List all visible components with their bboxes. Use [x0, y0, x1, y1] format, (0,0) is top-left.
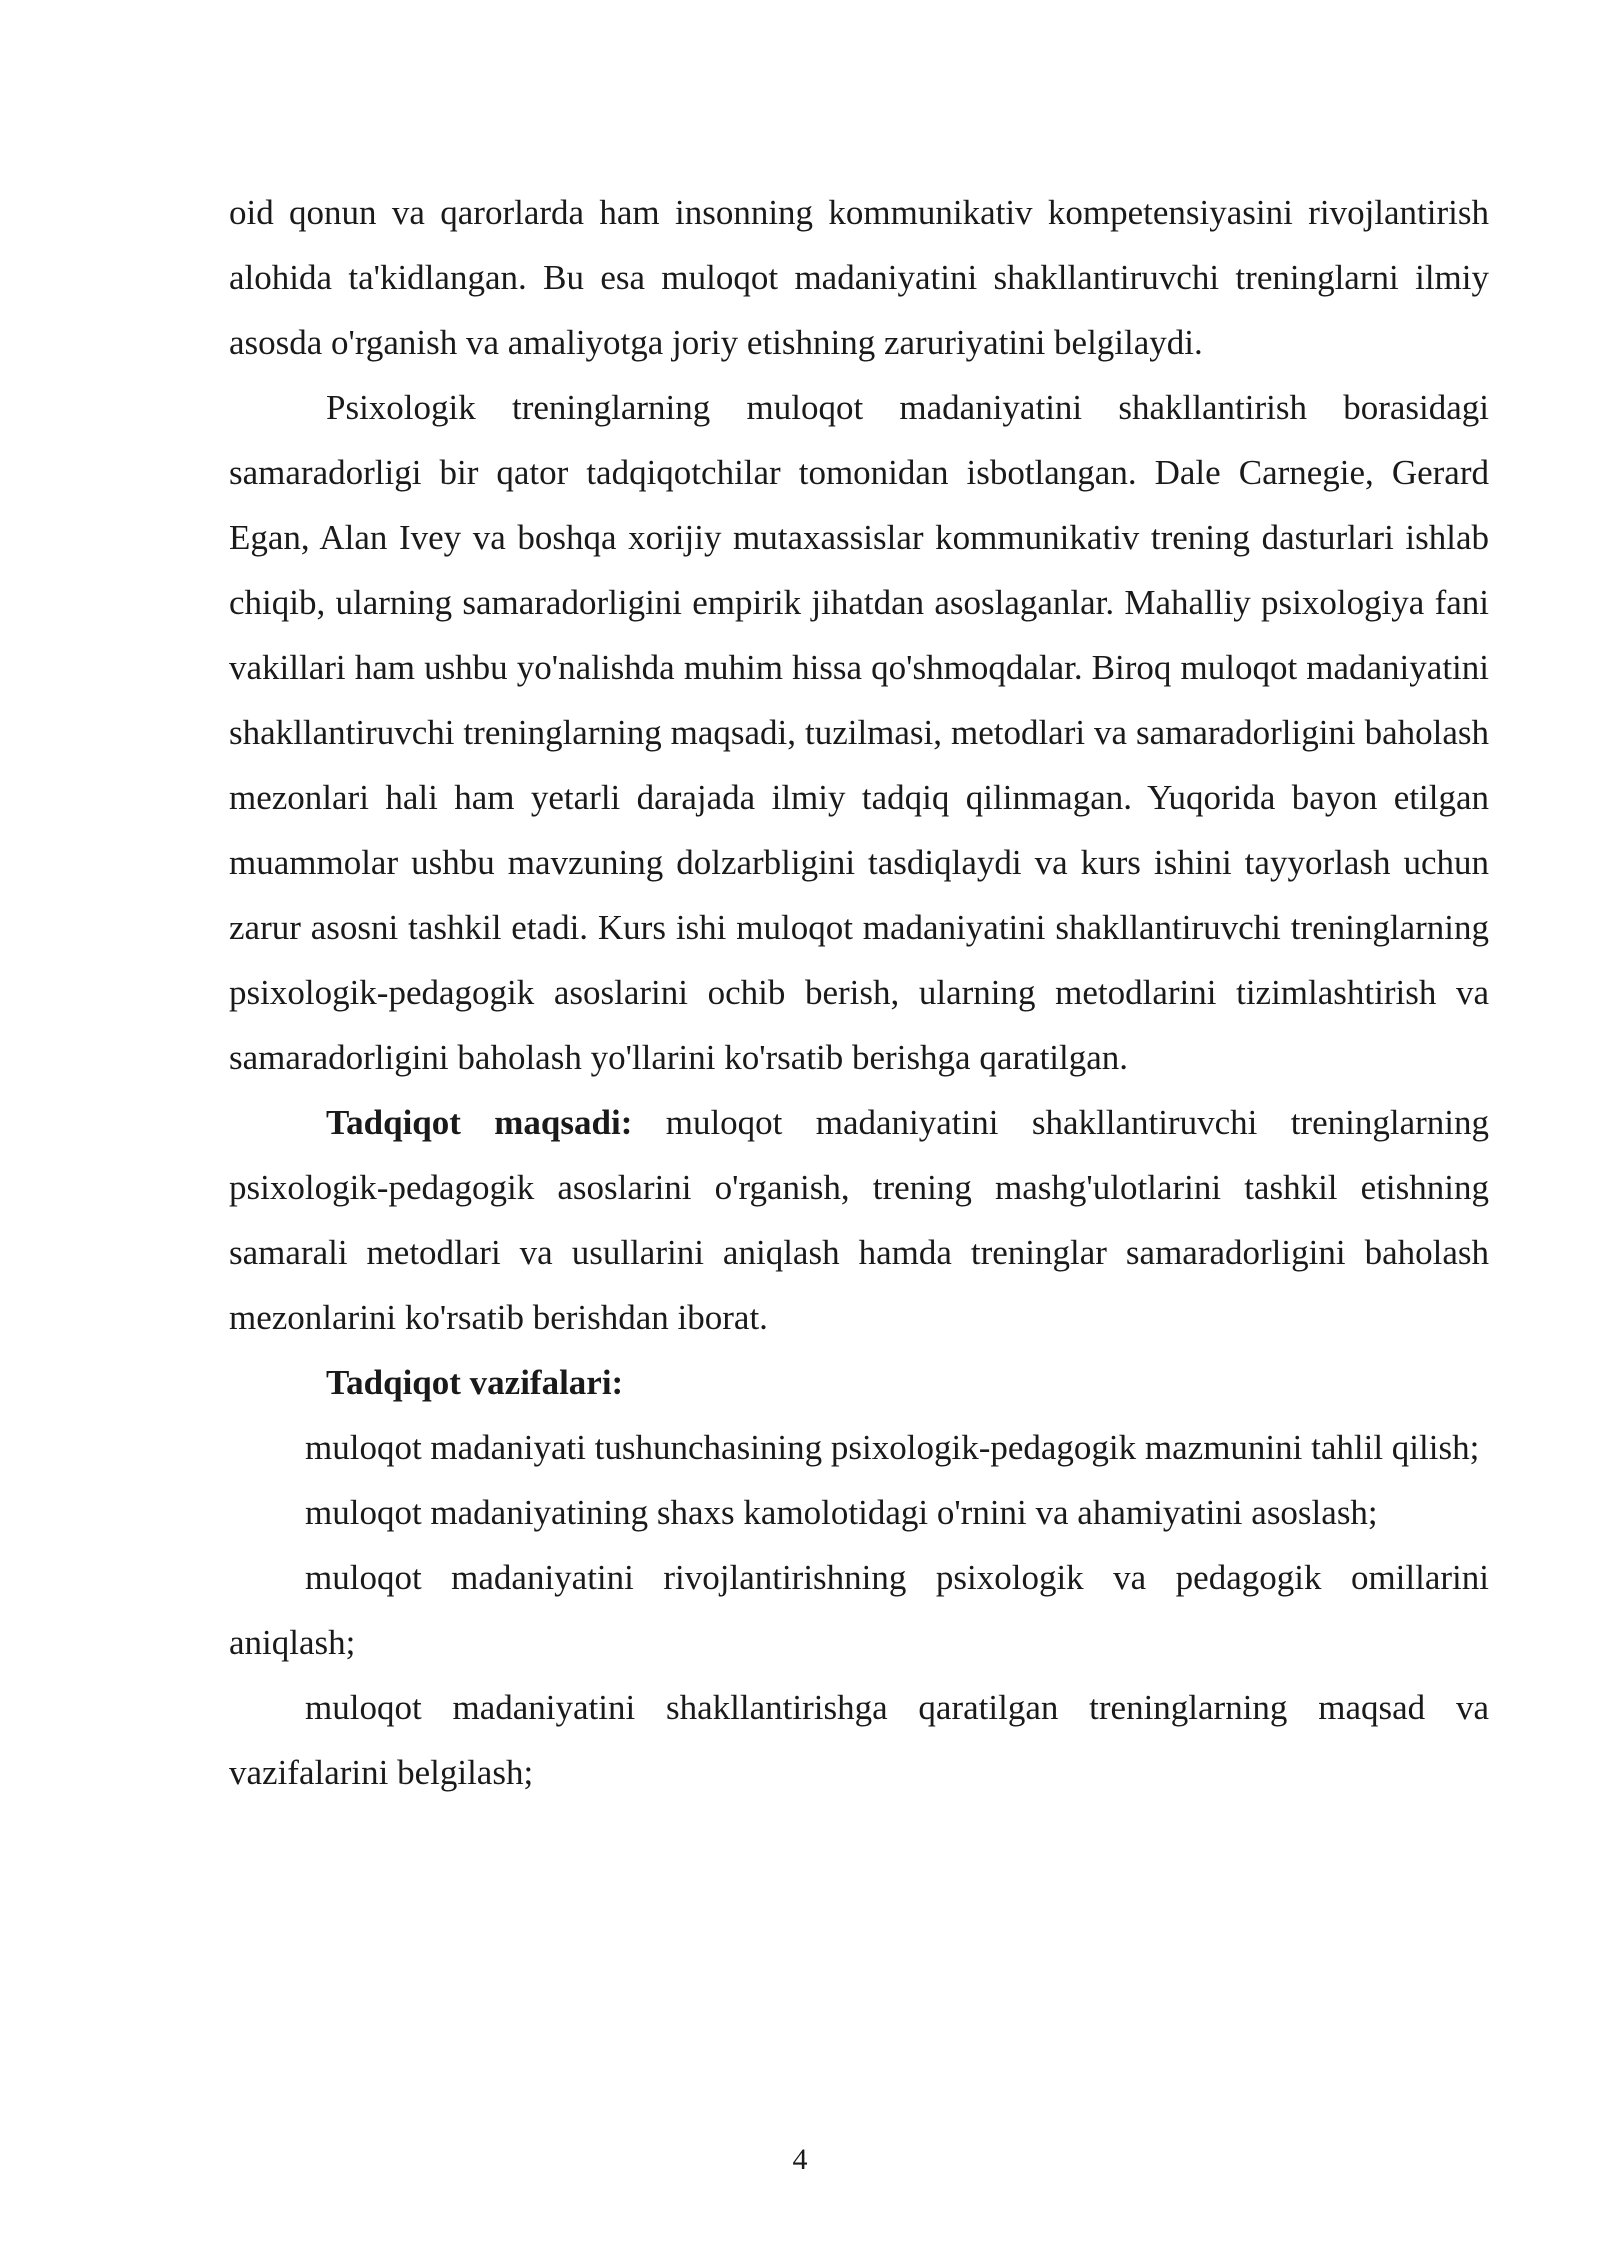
research-task-item: muloqot madaniyatini shakllantirishga qaratilgan treninglarning maqsad va vazifalarini belgilash;	[229, 1688, 1489, 1792]
research-task-item: muloqot madaniyati tushunchasining psixologik-pedagogik mazmunini tahlil qilish;	[305, 1428, 1480, 1467]
research-task-item: muloqot madaniyatini rivojlantirishning psixologik va pedagogik omillarini aniqlash;	[229, 1558, 1489, 1662]
research-task-item: muloqot madaniyatining shaxs kamolotidagi o'rnini va ahamiyatini asoslash;	[305, 1493, 1378, 1532]
research-goal-text: muloqot madaniyatini shakllantiruvchi treninglarning psixologik-pedagogik asoslarini o'rganish, trening mashg'ulotlarini tashkil etishning samarali metodlari va usullarini aniqlash hamda treninglar samaradorligini baholash mezonlarini ko'rsatib berishdan iborat.	[229, 1103, 1489, 1337]
research-goal-label: Tadqiqot maqsadi:	[326, 1103, 633, 1142]
page-body	[229, 180, 1489, 1805]
paragraph-trainings-effectiveness: Psixologik treninglarning muloqot madaniyatini shakllantirish borasidagi samaradorligi bir qator tadqiqotchilar tomonidan isbotlangan. Dale Carnegie, Gerard Egan, Alan Ivey va boshqa xorijiy mutaxassislar kommunikativ trening dasturlari ishlab chiqib, ularning samaradorligini empirik jihatdan asoslaganlar. Mahalliy psixologiya fani vakillari ham ushbu yo'nalishda muhim hissa qo'shmoqdalar. Biroq muloqot madaniyatini shakllantiruvchi treninglarning maqsadi, tuzilmasi, metodlari va samaradorligini baholash mezonlari hali ham yetarli darajada ilmiy tadqiq qilinmagan. Yuqorida bayon etilgan muammolar ushbu mavzuning dolzarbligini tasdiqlaydi va kurs ishini tayyorlash uchun zarur asosni tashkil etadi. Kurs ishi muloqot madaniyatini shakllantiruvchi treninglarning psixologik-pedagogik asoslarini ochib berish, ularning metodlarini tizimlashtirish va samaradorligini baholash yo'llarini ko'rsatib berishga qaratilgan.	[229, 388, 1489, 1077]
research-tasks-heading: Tadqiqot vazifalari:	[326, 1363, 624, 1402]
paragraph-research-goal	[229, 1090, 1489, 1350]
paragraph-intro-continuation: oid qonun va qarorlarda ham insonning kommunikativ kompetensiyasini rivojlantirish alohida ta'kidlangan. Bu esa muloqot madaniyatini shakllantiruvchi treninglarni ilmiy asosda o'rganish va amaliyotga joriy etishning zaruriyatini belgilaydi.	[229, 193, 1489, 362]
page-number: 4	[792, 2143, 808, 2176]
